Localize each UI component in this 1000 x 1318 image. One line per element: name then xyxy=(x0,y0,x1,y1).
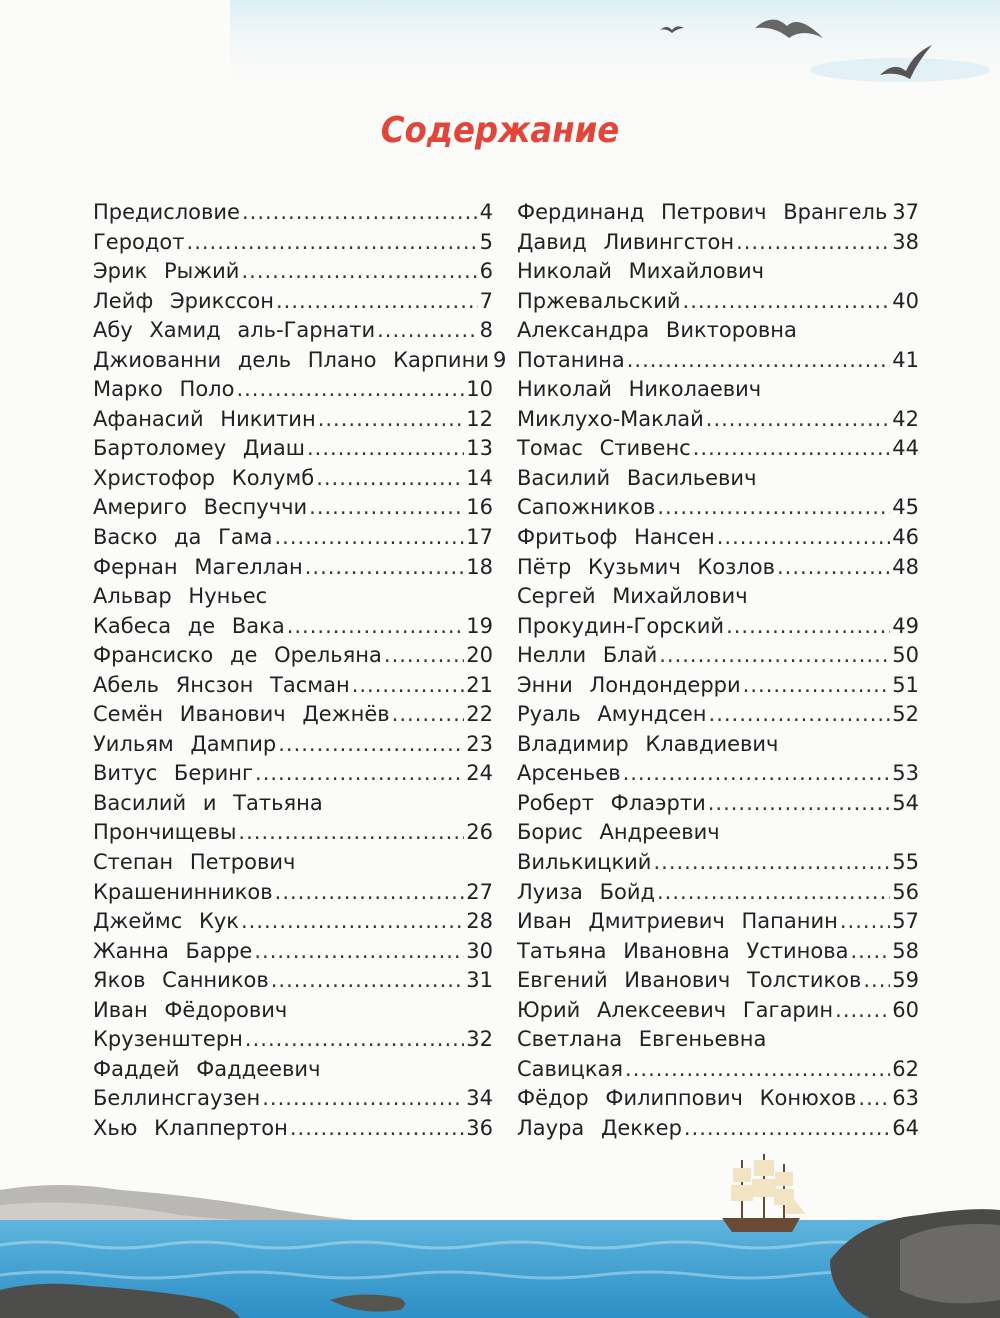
toc-entry-title: Роберт Флаэрти xyxy=(517,790,706,815)
toc-entry-title: Абель Янсзон Тасман xyxy=(93,672,350,697)
toc-entry[interactable] xyxy=(517,346,919,376)
toc-entry[interactable] xyxy=(517,228,919,258)
toc-leader-dots xyxy=(653,848,890,878)
toc-entry-title: Владимир Клавдиевич xyxy=(517,731,779,756)
toc-page-number: 52 xyxy=(892,702,919,727)
toc-entry[interactable] xyxy=(517,434,919,464)
toc-leader-dots xyxy=(276,287,478,317)
toc-leader-dots xyxy=(384,641,464,671)
toc-entry[interactable] xyxy=(517,966,919,996)
toc-entry-title: Пётр Кузьмич Козлов xyxy=(517,554,775,579)
toc-entry-title: Предисловие xyxy=(93,200,240,224)
toc-page-number: 37 xyxy=(892,200,919,224)
toc-leader-dots xyxy=(659,641,890,671)
toc-leader-dots xyxy=(262,1084,464,1114)
toc-entry-title: Лейф Эрикссон xyxy=(93,288,274,313)
toc-page-number: 62 xyxy=(892,1056,919,1081)
toc-entry[interactable] xyxy=(517,789,919,819)
toc-entry-title: Витус Беринг xyxy=(93,761,254,786)
toc-leader-dots xyxy=(709,700,891,730)
toc-page-number: 58 xyxy=(892,938,919,963)
toc-entry-title: Луиза Бойд xyxy=(517,879,655,904)
toc-entry[interactable] xyxy=(517,818,919,848)
toc-page-number: 49 xyxy=(892,613,919,638)
toc-entry[interactable] xyxy=(517,878,919,908)
toc-entry[interactable] xyxy=(517,523,919,553)
toc-leader-dots xyxy=(236,375,464,405)
toc-entry-title: Америго Веспуччи xyxy=(93,495,308,520)
toc-entry[interactable] xyxy=(517,937,919,967)
toc-entry[interactable] xyxy=(93,759,493,789)
toc-entry[interactable] xyxy=(93,996,493,1026)
toc-entry[interactable] xyxy=(517,1025,919,1055)
toc-leader-dots xyxy=(318,405,465,435)
toc-leader-dots xyxy=(683,287,891,317)
toc-entry[interactable] xyxy=(517,198,919,228)
toc-entry-title: Василий Васильевич xyxy=(517,465,757,490)
toc-entry-title: Руаль Амундсен xyxy=(517,702,707,727)
toc-entry[interactable] xyxy=(93,700,493,730)
toc-entry[interactable] xyxy=(517,553,919,583)
toc-entry-title: Томас Стивенс xyxy=(517,436,691,461)
toc-entry-title: Николай Николаевич xyxy=(517,377,762,402)
toc-page-number: 50 xyxy=(892,643,919,668)
toc-entry[interactable] xyxy=(517,493,919,523)
toc-page-number: 14 xyxy=(466,465,493,490)
toc-page-number: 56 xyxy=(892,879,919,904)
toc-entry[interactable] xyxy=(517,612,919,642)
toc-page-number: 54 xyxy=(892,790,919,815)
toc-page-number: 24 xyxy=(466,761,493,786)
toc-entry[interactable] xyxy=(517,700,919,730)
toc-leader-dots xyxy=(717,523,891,553)
toc-leader-dots xyxy=(307,434,464,464)
toc-page-number: 30 xyxy=(466,938,493,963)
toc-entry-title: Эрик Рыжий xyxy=(93,259,240,284)
toc-entry[interactable] xyxy=(517,582,919,612)
toc-leader-dots xyxy=(187,228,478,258)
toc-entry[interactable] xyxy=(93,937,493,967)
toc-page-number: 60 xyxy=(892,997,919,1022)
toc-entry[interactable] xyxy=(93,257,493,287)
toc-entry[interactable] xyxy=(93,641,493,671)
toc-leader-dots xyxy=(241,907,464,937)
toc-entry-title: Савицкая xyxy=(517,1056,624,1081)
toc-page-number: 44 xyxy=(892,436,919,461)
toc-entry-title: Фаддей Фаддеевич xyxy=(93,1056,321,1081)
toc-entry[interactable] xyxy=(93,1025,493,1055)
toc-entry[interactable] xyxy=(517,405,919,435)
toc-leader-dots xyxy=(627,346,891,376)
toc-entry-title: Борис Андреевич xyxy=(517,820,720,845)
toc-entry[interactable] xyxy=(93,287,493,317)
toc-leader-dots xyxy=(287,612,465,642)
toc-entry-title: Фёдор Филиппович Конюхов xyxy=(517,1086,857,1111)
toc-leader-dots xyxy=(726,612,890,642)
toc-entry-title: Сергей Михайлович xyxy=(517,584,748,609)
toc-entry-title: Нелли Блай xyxy=(517,643,658,668)
toc-entry[interactable] xyxy=(93,907,493,937)
toc-leader-dots xyxy=(835,996,890,1026)
toc-entry-title: Христофор Колумб xyxy=(93,465,315,490)
toc-entry[interactable] xyxy=(517,671,919,701)
toc-entry[interactable] xyxy=(93,582,493,612)
toc-entry-title: Василий и Татьяна xyxy=(93,790,323,815)
toc-entry-title: Уильям Дампир xyxy=(93,731,277,756)
toc-entry-title: Иван Фёдорович xyxy=(93,997,288,1022)
toc-entry[interactable] xyxy=(93,316,493,346)
toc-entry-title: Светлана Евгеньевна xyxy=(517,1027,767,1052)
toc-entry[interactable] xyxy=(93,405,493,435)
toc-entry-title: Прончищевы xyxy=(93,820,237,845)
toc-entry[interactable] xyxy=(93,228,493,258)
toc-leader-dots xyxy=(850,937,890,967)
toc-entry[interactable] xyxy=(517,375,919,405)
toc-leader-dots xyxy=(392,700,465,730)
toc-leader-dots xyxy=(684,1114,890,1144)
toc-entry[interactable] xyxy=(517,730,919,760)
toc-entry[interactable] xyxy=(517,848,919,878)
toc-page-number: 17 xyxy=(466,525,493,550)
toc-leader-dots xyxy=(305,553,465,583)
toc-entry[interactable] xyxy=(517,316,919,346)
toc-left-column xyxy=(93,198,507,1144)
toc-entry-title: Юрий Алексеевич Гагарин xyxy=(517,997,834,1022)
toc-entry-title: Афанасий Никитин xyxy=(93,406,316,431)
toc-page-number: 12 xyxy=(466,406,493,431)
sea-illustration xyxy=(0,1150,1000,1318)
toc-entry[interactable] xyxy=(93,1084,493,1114)
toc-entry[interactable] xyxy=(93,848,493,878)
toc-page-number: 22 xyxy=(466,702,493,727)
toc-leader-dots xyxy=(863,966,890,996)
toc-leader-dots xyxy=(706,405,891,435)
toc-page-number: 20 xyxy=(466,643,493,668)
toc-leader-dots xyxy=(777,553,890,583)
toc-entry[interactable] xyxy=(517,287,919,317)
toc-entry-title: Потанина xyxy=(517,347,625,372)
toc-leader-dots xyxy=(238,818,464,848)
toc-entry-title: Хью Клаппертон xyxy=(93,1115,288,1140)
toc-entry[interactable] xyxy=(517,464,919,494)
toc-entry[interactable] xyxy=(517,1055,919,1085)
toc-entry-title: Кабеса де Вака xyxy=(93,613,285,638)
toc-entry[interactable] xyxy=(93,375,493,405)
toc-page-number: 8 xyxy=(479,318,493,343)
toc-entry-title: Николай Михайлович xyxy=(517,259,764,284)
toc-leader-dots xyxy=(352,671,465,701)
toc-entry[interactable] xyxy=(93,434,493,464)
toc-entry-title: Фритьоф Нансен xyxy=(517,525,715,550)
toc-entry[interactable] xyxy=(93,818,493,848)
toc-page-number: 55 xyxy=(892,850,919,875)
toc-leader-dots xyxy=(840,907,890,937)
toc-page-number: 6 xyxy=(479,259,493,284)
toc-leader-dots xyxy=(275,878,465,908)
toc-entry-title: Абу Хамид аль-Гарнати xyxy=(93,318,376,343)
toc-page-number: 7 xyxy=(479,288,493,313)
toc-page-number: 32 xyxy=(466,1027,493,1052)
toc-page-number: 26 xyxy=(466,820,493,845)
toc-page-number: 53 xyxy=(892,761,919,786)
toc-entry-title: Бартоломеу Диаш xyxy=(93,436,305,461)
toc-leader-dots xyxy=(858,1084,890,1114)
toc-entry-title: Альвар Нуньес xyxy=(93,584,268,609)
toc-page-number: 5 xyxy=(479,229,493,254)
toc-page-number: 10 xyxy=(466,377,493,402)
toc-entry-title: Миклухо-Маклай xyxy=(517,406,704,431)
toc-page-number: 34 xyxy=(466,1086,493,1111)
toc-page-number: 19 xyxy=(466,613,493,638)
toc-leader-dots xyxy=(254,937,464,967)
toc-page-number: 59 xyxy=(892,968,919,993)
toc-entry-title: Семён Иванович Дежнёв xyxy=(93,702,390,727)
toc-page-number: 31 xyxy=(466,968,493,993)
toc-entry[interactable] xyxy=(93,612,493,642)
toc-leader-dots xyxy=(657,493,890,523)
toc-page-number: 64 xyxy=(892,1115,919,1140)
toc-leader-dots xyxy=(377,316,478,346)
toc-leader-dots xyxy=(889,198,890,228)
toc-entry[interactable] xyxy=(517,1084,919,1114)
toc-entry[interactable] xyxy=(93,1055,493,1085)
toc-entry-title: Марко Поло xyxy=(93,377,235,402)
toc-leader-dots xyxy=(623,759,891,789)
toc-entry[interactable] xyxy=(93,346,507,376)
toc-page-number: 41 xyxy=(892,347,919,372)
toc-entry[interactable] xyxy=(517,641,919,671)
toc-leader-dots xyxy=(245,1025,464,1055)
sky-illustration xyxy=(0,0,1000,110)
toc-entry[interactable] xyxy=(93,671,493,701)
toc-page-number: 40 xyxy=(892,288,919,313)
toc-entry-title: Иван Дмитриевич Папанин xyxy=(517,909,838,934)
toc-leader-dots xyxy=(316,464,464,494)
toc-entry[interactable] xyxy=(517,759,919,789)
toc-leader-dots xyxy=(625,1055,890,1085)
toc-leader-dots xyxy=(736,228,890,258)
page-title: Содержание xyxy=(380,110,620,151)
toc-page-number: 48 xyxy=(892,554,919,579)
toc-page-number: 21 xyxy=(466,672,493,697)
toc-page-number: 63 xyxy=(892,1086,919,1111)
toc-entry-title: Арсеньев xyxy=(517,761,621,786)
toc-entry-title: Крашенинников xyxy=(93,879,273,904)
toc-entry-title: Вилькицкий xyxy=(517,850,652,875)
toc-page-number: 13 xyxy=(466,436,493,461)
toc-entry[interactable] xyxy=(93,523,493,553)
toc-page-number: 46 xyxy=(892,525,919,550)
toc-entry[interactable] xyxy=(93,1114,493,1144)
toc-entry-title: Лаура Деккер xyxy=(517,1115,682,1140)
toc-page-number: 36 xyxy=(466,1115,493,1140)
toc-entry-title: Васко да Гама xyxy=(93,525,273,550)
toc-entry-title: Джиованни дель Плано Карпини xyxy=(93,347,489,372)
toc-entry-title: Фернан Магеллан xyxy=(93,554,303,579)
toc-entry-title: Давид Ливингстон xyxy=(517,229,735,254)
toc-entry[interactable] xyxy=(517,907,919,937)
toc-entry-title: Беллинсгаузен xyxy=(93,1086,261,1111)
toc-entry-title: Александра Викторовна xyxy=(517,318,797,343)
toc-page-number: 16 xyxy=(466,495,493,520)
toc-leader-dots xyxy=(693,434,891,464)
toc-entry[interactable] xyxy=(93,789,493,819)
toc-entry[interactable] xyxy=(93,730,493,760)
toc-page-number: 27 xyxy=(466,879,493,904)
toc-leader-dots xyxy=(271,966,465,996)
toc-page-number: 23 xyxy=(466,731,493,756)
toc-leader-dots xyxy=(255,759,464,789)
toc-leader-dots xyxy=(242,198,478,228)
toc-leader-dots xyxy=(241,257,477,287)
toc-entry-title: Татьяна Ивановна Устинова xyxy=(517,938,849,963)
toc-entry[interactable] xyxy=(93,878,493,908)
toc-entry-title: Степан Петрович xyxy=(93,850,296,875)
toc-entry[interactable] xyxy=(93,198,493,228)
toc-page-number: 9 xyxy=(492,347,507,372)
toc-page-number: 42 xyxy=(892,406,919,431)
toc-entry-title: Геродот xyxy=(93,229,185,254)
toc-entry[interactable] xyxy=(93,464,493,494)
toc-entry-title: Джеймс Кук xyxy=(93,909,239,934)
toc-entry-title: Жанна Барре xyxy=(93,938,253,963)
toc-entry[interactable] xyxy=(93,493,493,523)
toc-leader-dots xyxy=(290,1114,464,1144)
toc-leader-dots xyxy=(278,730,464,760)
toc-entry-title: Евгений Иванович Толстиков xyxy=(517,968,862,993)
toc-entry[interactable] xyxy=(517,996,919,1026)
toc-leader-dots xyxy=(309,493,464,523)
toc-page-number: 45 xyxy=(892,495,919,520)
toc-page-number: 4 xyxy=(479,200,493,224)
toc-leader-dots xyxy=(743,671,891,701)
toc-leader-dots xyxy=(274,523,464,553)
toc-entry[interactable] xyxy=(93,966,493,996)
toc-entry[interactable] xyxy=(517,1114,919,1144)
toc-page-number: 57 xyxy=(892,909,919,934)
toc-entry-title: Энни Лондондерри xyxy=(517,672,741,697)
toc-entry-title: Прокудин-Горский xyxy=(517,613,725,638)
toc-entry[interactable] xyxy=(517,257,919,287)
toc-entry[interactable] xyxy=(93,553,493,583)
toc-entry-title: Фердинанд Петрович Врангель xyxy=(517,200,888,224)
toc-entry-title: Пржевальский xyxy=(517,288,681,313)
toc-entry-title: Сапожников xyxy=(517,495,656,520)
toc-entry-title: Крузенштерн xyxy=(93,1027,243,1052)
toc-entry-title: Яков Санников xyxy=(93,968,269,993)
toc-leader-dots xyxy=(708,789,891,819)
toc-page-number: 28 xyxy=(466,909,493,934)
sailing-ship-icon xyxy=(722,1154,806,1232)
toc-page-number: 51 xyxy=(892,672,919,697)
toc-page-number: 18 xyxy=(466,554,493,579)
toc-right-column xyxy=(517,198,919,1144)
toc-leader-dots xyxy=(657,878,890,908)
toc-page-number: 38 xyxy=(892,229,919,254)
toc-entry-title: Франсиско де Орельяна xyxy=(93,643,382,668)
